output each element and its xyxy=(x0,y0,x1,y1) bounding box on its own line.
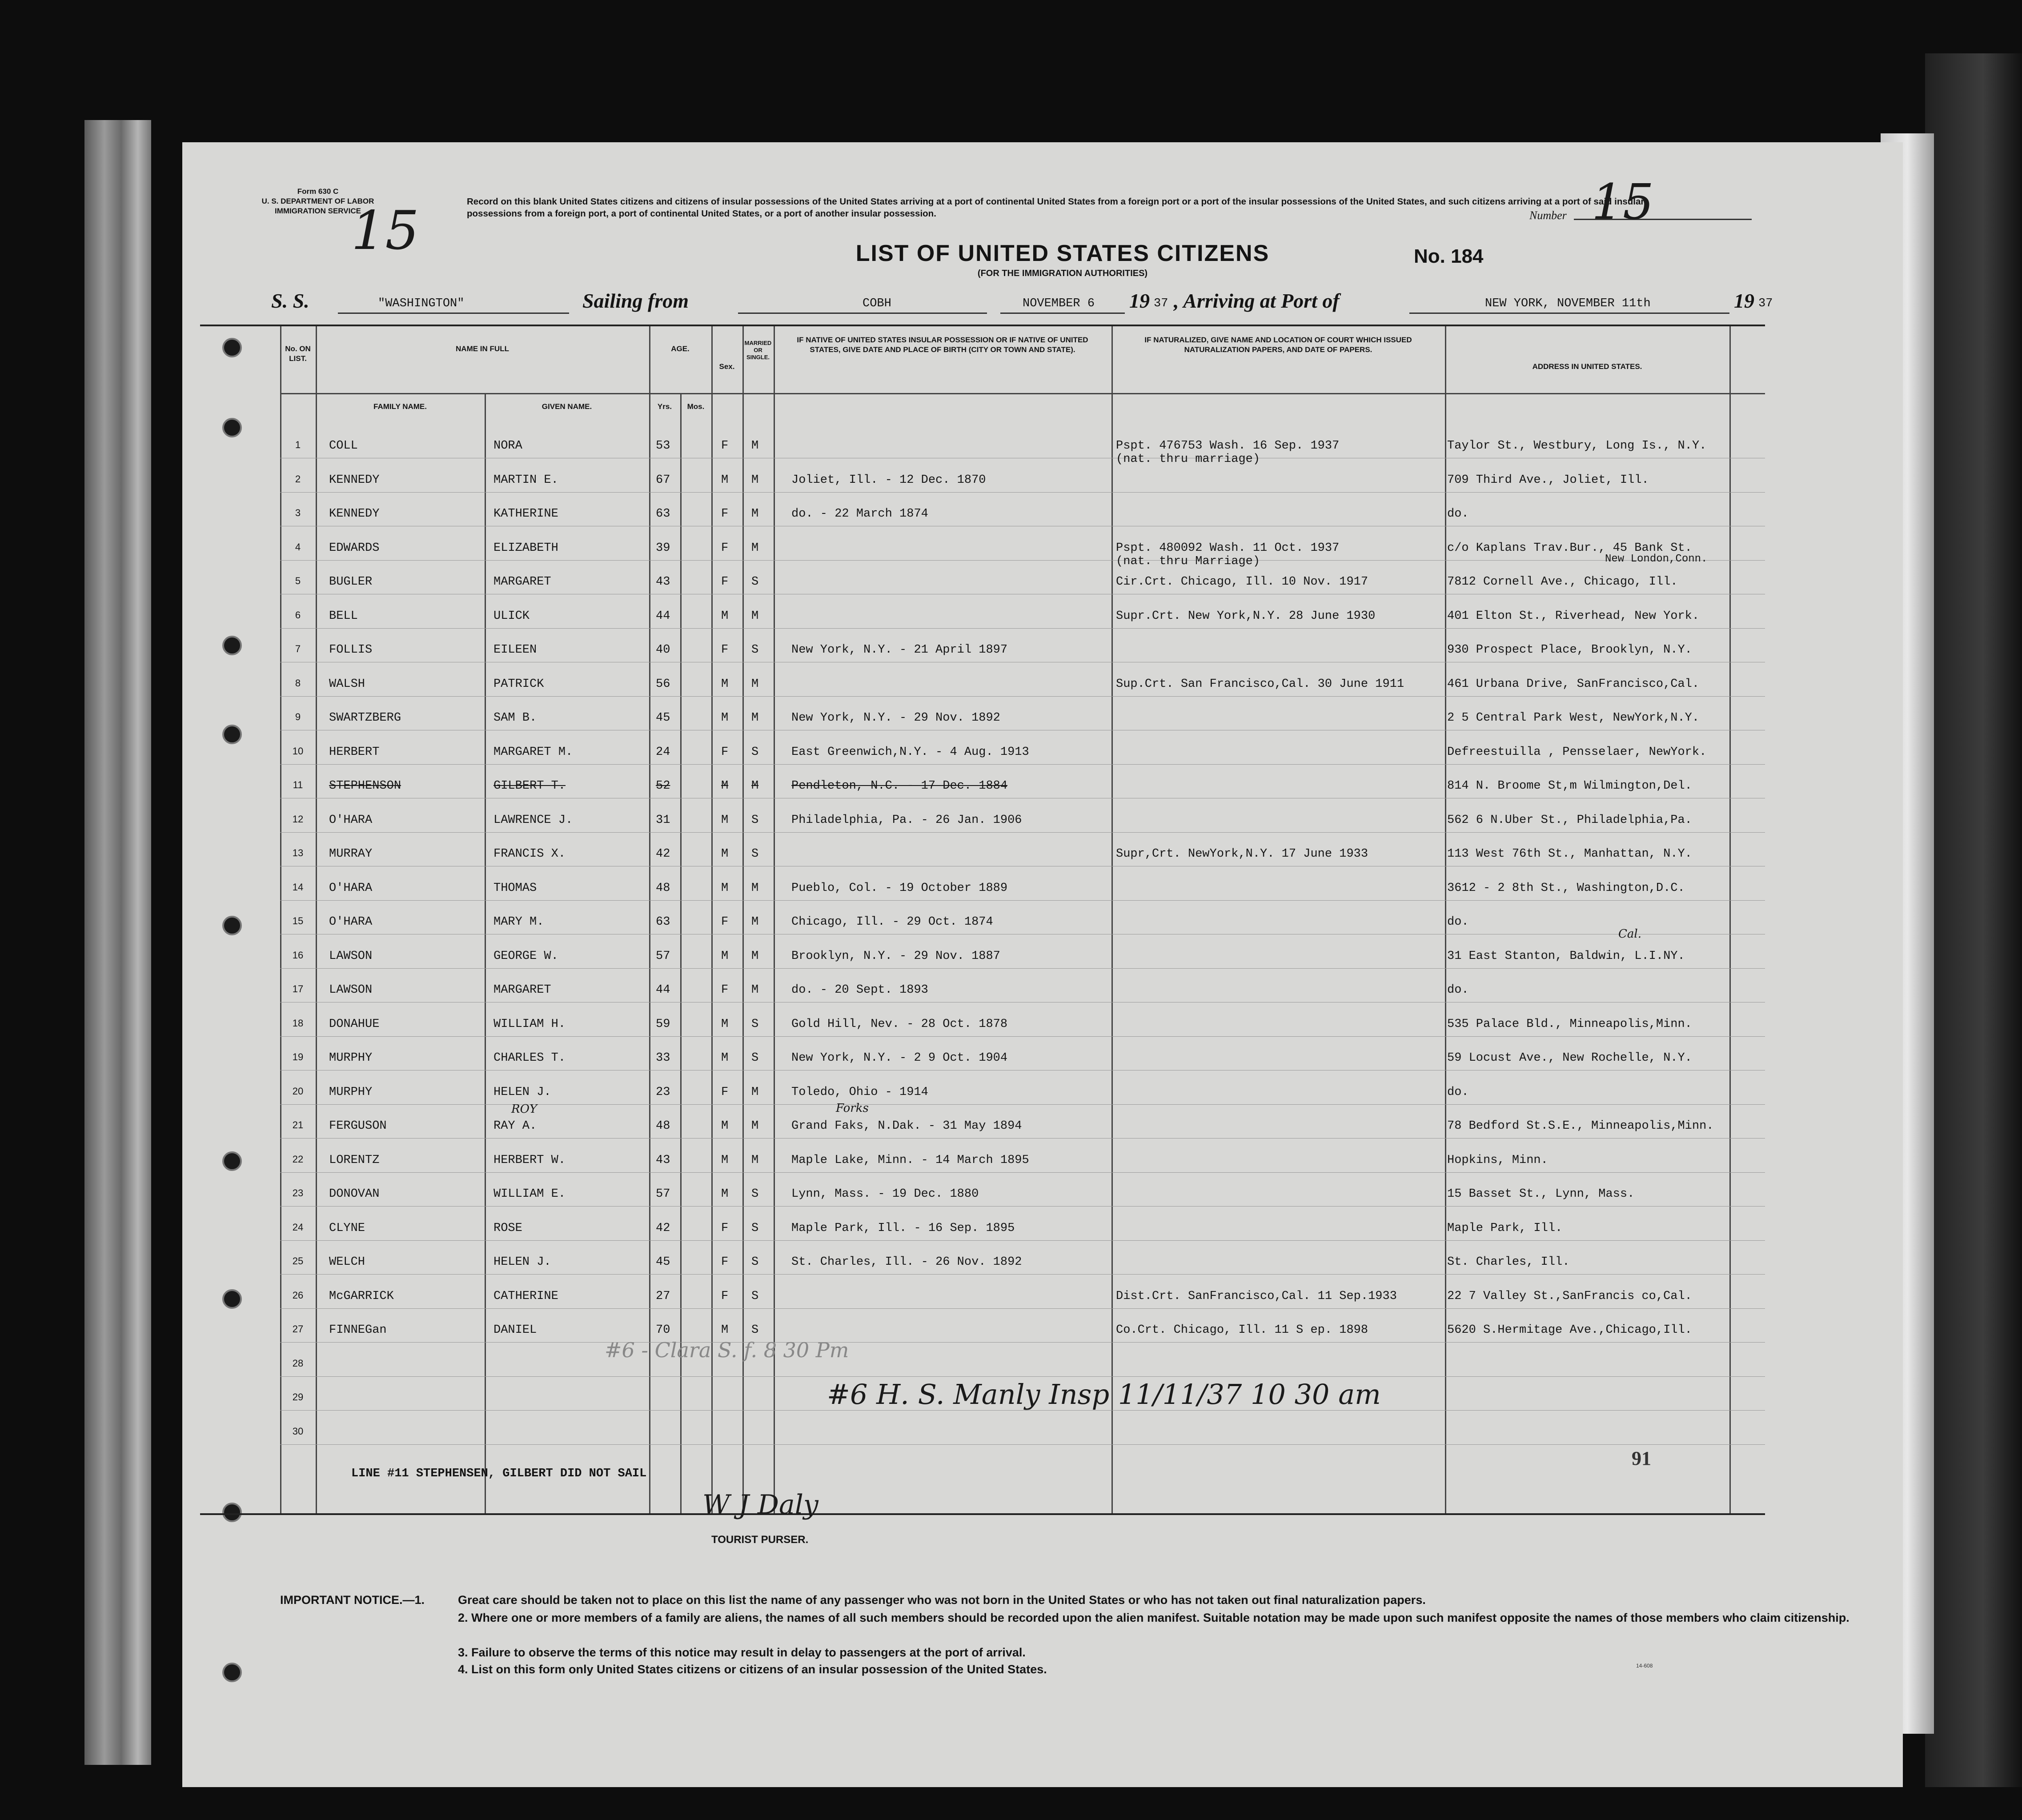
cell-sex: M xyxy=(721,813,729,827)
cell-sex: F xyxy=(721,1289,729,1303)
number-value: 15 xyxy=(1592,173,1654,230)
cell-birth: Gold Hill, Nev. - 28 Oct. 1878 xyxy=(791,1017,1008,1031)
header-address: ADDRESS IN UNITED STATES. xyxy=(1532,362,1642,371)
cell-nat-note: (nat. thru marriage) xyxy=(1116,453,1260,466)
cell-birth: Chicago, Ill. - 29 Oct. 1874 xyxy=(791,915,993,929)
binder-left xyxy=(84,120,151,1765)
cell-no: 2 xyxy=(295,473,301,485)
cell-family: DONAHUE xyxy=(329,1017,380,1031)
purser-signature: W J Daly xyxy=(702,1489,818,1520)
cell-sex: F xyxy=(721,915,729,929)
cell-addr: Hopkins, Minn. xyxy=(1447,1153,1548,1167)
binder-right xyxy=(1925,53,2022,1787)
cell-family: MURPHY xyxy=(329,1085,373,1099)
cell-age: 53 xyxy=(656,439,670,453)
cell-age: 42 xyxy=(656,1221,670,1235)
cell-age: 27 xyxy=(656,1289,670,1303)
header-marital: MARRIED OR SINGLE. xyxy=(744,340,772,361)
cell-given: CHARLES T. xyxy=(493,1051,566,1065)
cell-sex: M xyxy=(721,949,729,963)
cell-sex: M xyxy=(721,711,729,725)
page-title: LIST OF UNITED STATES CITIZENS xyxy=(855,241,1270,266)
cell-given: HELEN J. xyxy=(493,1255,551,1269)
cell-addr: c/o Kaplans Trav.Bur., 45 Bank St. xyxy=(1447,541,1692,555)
cell-ms: M xyxy=(751,507,759,521)
header-birth: IF NATIVE OF UNITED STATES INSULAR POSSESSION OR IF NATIVE OF UNITED STATES, GIVE DATE AND PLACE OF BIRTH (CITY OR TOWN AND STATE). xyxy=(797,336,1088,354)
cell-sex: M xyxy=(721,677,729,691)
cell-family: BELL xyxy=(329,609,358,623)
cell-ms: S xyxy=(751,745,759,759)
cell-ms: S xyxy=(751,1187,759,1201)
cell-family: LAWSON xyxy=(329,983,373,997)
important-notice-lead: IMPORTANT NOTICE.—1. xyxy=(280,1593,425,1607)
cell-ms: M xyxy=(751,915,759,929)
cell-family: KENNEDY xyxy=(329,473,380,487)
cell-age: 43 xyxy=(656,1153,670,1167)
cell-addr: 7812 Cornell Ave., Chicago, Ill. xyxy=(1447,575,1678,589)
row-divider xyxy=(280,832,1765,833)
serial-number: No. 184 xyxy=(1414,245,1484,267)
row-divider xyxy=(280,968,1765,969)
cell-no: 24 xyxy=(292,1221,304,1233)
cell-sex: M xyxy=(721,1153,729,1167)
cell-ms: M xyxy=(751,881,759,895)
manifest-sheet xyxy=(182,142,1903,1787)
cell-addr: do. xyxy=(1447,983,1469,997)
notice-item-3: 3. Failure to observe the terms of this notice may result in delay to passengers at the port of arrival. xyxy=(458,1646,1026,1659)
cell-sex: F xyxy=(721,983,729,997)
row-divider xyxy=(280,1240,1765,1241)
cell-sex: M xyxy=(721,881,729,895)
arriving-port-date: NEW YORK, NOVEMBER 11th xyxy=(1485,297,1651,310)
port-from-underline xyxy=(738,312,987,314)
row-divider xyxy=(280,764,1765,765)
form-instruction: Record on this blank United States citizens and citizens of insular possessions of the United States arriving at a port of continental United States from a foreign port or a port of the insular possessions of the United States, and such citizens arriving at a port of said insular possessions from a foreign port, a port of continental United States, or a port of another insular possession. xyxy=(467,196,1645,219)
cell-ms: M xyxy=(751,609,759,623)
cell-ms: M xyxy=(751,949,759,963)
cell-sex: F xyxy=(721,439,729,453)
cell-family: FINNEGan xyxy=(329,1323,387,1337)
cell-ms: M xyxy=(751,1085,759,1099)
cell-nat: Pspt. 476753 Wash. 16 Sep. 1937 xyxy=(1116,439,1340,453)
ship-name: "WASHINGTON" xyxy=(378,297,465,310)
voyage-line xyxy=(271,289,1827,316)
ship-underline xyxy=(338,312,569,314)
cell-given: ROSE xyxy=(493,1221,522,1235)
cell-sex: M xyxy=(721,1323,729,1337)
port-from: COBH xyxy=(863,297,891,310)
cell-addr: 709 Third Ave., Joliet, Ill. xyxy=(1447,473,1649,487)
cell-no: 19 xyxy=(292,1051,304,1062)
notice-item-4: 4. List on this form only United States citizens or citizens of an insular possession of the United States. xyxy=(458,1663,1047,1676)
cell-nat: Supr.Crt. New York,N.Y. 28 June 1930 xyxy=(1116,609,1376,623)
cell-no: 23 xyxy=(292,1187,304,1199)
cell-addr: Defreestuilla , Pensselaer, NewYork. xyxy=(1447,745,1707,759)
cell-age: 31 xyxy=(656,813,670,827)
sailing-from-label: Sailing from xyxy=(582,289,689,312)
cell-birth: Brooklyn, N.Y. - 29 Nov. 1887 xyxy=(791,949,1000,963)
cell-age: 56 xyxy=(656,677,670,691)
cell-ms: M xyxy=(751,779,759,793)
cell-nat-note: (nat. thru Marriage) xyxy=(1116,554,1260,568)
cell-sex: F xyxy=(721,1085,729,1099)
cell-family: O'HARA xyxy=(329,915,373,929)
cell-ms: M xyxy=(751,541,759,555)
row-divider xyxy=(280,1172,1765,1173)
cell-addr: 535 Palace Bld., Minneapolis,Minn. xyxy=(1447,1017,1692,1031)
cell-ms: S xyxy=(751,1289,759,1303)
cell-no: 28 xyxy=(292,1357,304,1369)
cell-birth: St. Charles, Ill. - 26 Nov. 1892 xyxy=(791,1255,1022,1269)
cell-ms: S xyxy=(751,1255,759,1269)
cell-age: 23 xyxy=(656,1085,670,1099)
cell-age: 67 xyxy=(656,473,670,487)
handwritten-annotation: Cal. xyxy=(1618,927,1641,941)
cell-family: O'HARA xyxy=(329,881,373,895)
row-divider xyxy=(280,696,1765,697)
row-divider xyxy=(280,1274,1765,1275)
cell-age: 40 xyxy=(656,643,670,657)
year-prefix-2: 19 xyxy=(1734,289,1754,312)
page-subtitle: (FOR THE IMMIGRATION AUTHORITIES) xyxy=(977,269,1148,278)
cell-ms: S xyxy=(751,1323,759,1337)
cell-given: RAY A. xyxy=(493,1119,537,1133)
cell-ms: S xyxy=(751,643,759,657)
cell-addr: do. xyxy=(1447,507,1469,521)
cell-no: 4 xyxy=(295,541,301,553)
cell-sex: M xyxy=(721,1187,729,1201)
cell-family: O'HARA xyxy=(329,813,373,827)
cell-age: 45 xyxy=(656,1255,670,1269)
did-not-sail-note: LINE #11 STEPHENSEN, GILBERT DID NOT SAIL xyxy=(351,1467,647,1480)
cell-ms: M xyxy=(751,983,759,997)
cell-addr: 2 5 Central Park West, NewYork,N.Y. xyxy=(1447,711,1700,725)
cell-given: WILLIAM E. xyxy=(493,1187,566,1201)
handwritten-faint-note: #6 - Clara S. f. 8 30 Pm xyxy=(605,1338,849,1362)
cell-given: CATHERINE xyxy=(493,1289,558,1303)
cell-no: 25 xyxy=(292,1255,304,1267)
cell-no: 30 xyxy=(292,1425,304,1437)
cell-addr: 78 Bedford St.S.E., Minneapolis,Minn. xyxy=(1447,1119,1714,1133)
cell-addr: Taylor St., Westbury, Long Is., N.Y. xyxy=(1447,439,1707,453)
cell-given: SAM B. xyxy=(493,711,537,725)
cell-no: 15 xyxy=(292,915,304,926)
cell-age: 52 xyxy=(656,779,670,793)
row-divider xyxy=(280,1138,1765,1139)
cell-family: FOLLIS xyxy=(329,643,373,657)
date-from: NOVEMBER 6 xyxy=(1023,297,1095,310)
cell-given: MARGARET M. xyxy=(493,745,573,759)
cell-ms: M xyxy=(751,677,759,691)
cell-age: 63 xyxy=(656,507,670,521)
cell-given: GILBERT T. xyxy=(493,779,566,793)
cell-given: THOMAS xyxy=(493,881,537,895)
passenger-table xyxy=(200,325,1765,1515)
row-divider xyxy=(280,1342,1765,1343)
cell-family: CLYNE xyxy=(329,1221,365,1235)
cell-family: HERBERT xyxy=(329,745,380,759)
cell-ms: M xyxy=(751,439,759,453)
cell-given: MARGARET xyxy=(493,983,551,997)
cell-no: 26 xyxy=(292,1289,304,1301)
cell-no: 16 xyxy=(292,949,304,961)
handwritten-list-number: 15 xyxy=(351,200,419,262)
header-yrs: Yrs. xyxy=(657,402,672,411)
cell-addr: 31 East Stanton, Baldwin, L.I.NY. xyxy=(1447,949,1685,963)
cell-given: EILEEN xyxy=(493,643,537,657)
cell-family: WELCH xyxy=(329,1255,365,1269)
header-no: No. ON LIST. xyxy=(285,345,311,363)
cell-given: MARGARET xyxy=(493,575,551,589)
cell-family: KENNEDY xyxy=(329,507,380,521)
cell-birth: Lynn, Mass. - 19 Dec. 1880 xyxy=(791,1187,979,1201)
notice-item-2: 2. Where one or more members of a family are aliens, the names of all such members should be recorded upon the alien manifest. Suitable notation may be made upon such manifest opposite the names of those members who claim citizenship. xyxy=(458,1611,1849,1624)
cell-no: 18 xyxy=(292,1017,304,1029)
cell-ms: M xyxy=(751,1153,759,1167)
punch-hole-icon xyxy=(222,1663,242,1682)
handwritten-annotation: ROY xyxy=(511,1102,538,1116)
cell-ms: S xyxy=(751,575,759,589)
row-divider xyxy=(280,1036,1765,1037)
year-prefix: 19 xyxy=(1129,289,1150,312)
cell-addr: Maple Park, Ill. xyxy=(1447,1221,1563,1235)
cell-age: 33 xyxy=(656,1051,670,1065)
cell-addr: 461 Urbana Drive, SanFrancisco,Cal. xyxy=(1447,677,1700,691)
cell-addr: 401 Elton St., Riverhead, New York. xyxy=(1447,609,1700,623)
cell-no: 22 xyxy=(292,1153,304,1165)
cell-addr: 3612 - 2 8th St., Washington,D.C. xyxy=(1447,881,1685,895)
header-family-name: FAMILY NAME. xyxy=(373,402,427,411)
row-divider xyxy=(280,900,1765,901)
cell-age: 44 xyxy=(656,609,670,623)
cell-birth: New York, N.Y. - 29 Nov. 1892 xyxy=(791,711,1000,725)
cell-addr: 22 7 Valley St.,SanFrancis co,Cal. xyxy=(1447,1289,1692,1303)
cell-no: 6 xyxy=(295,609,301,621)
cell-no: 8 xyxy=(295,677,301,689)
cell-no: 21 xyxy=(292,1119,304,1130)
cell-nat: Sup.Crt. San Francisco,Cal. 30 June 1911 xyxy=(1116,677,1404,691)
cell-age: 48 xyxy=(656,881,670,895)
handwritten-inspector-note: #6 H. S. Manly Insp 11/11/37 10 30 am xyxy=(827,1378,1381,1411)
cell-birth: Philadelphia, Pa. - 26 Jan. 1906 xyxy=(791,813,1022,827)
row-divider xyxy=(280,1104,1765,1105)
cell-given: ELIZABETH xyxy=(493,541,558,555)
cell-addr: 15 Basset St., Lynn, Mass. xyxy=(1447,1187,1635,1201)
cell-no: 20 xyxy=(292,1085,304,1097)
cell-given: FRANCIS X. xyxy=(493,847,566,861)
cell-given: WILLIAM H. xyxy=(493,1017,566,1031)
cell-birth: Grand Faks, N.Dak. - 31 May 1894 xyxy=(791,1119,1022,1133)
cell-given: ULICK xyxy=(493,609,530,623)
cell-given: GEORGE W. xyxy=(493,949,558,963)
header-sex: Sex. xyxy=(719,362,735,371)
cell-given: HERBERT W. xyxy=(493,1153,566,1167)
cell-ms: S xyxy=(751,1017,759,1031)
cell-addr-line2: New London,Conn. xyxy=(1605,553,1708,565)
cell-given: MARTIN E. xyxy=(493,473,558,487)
row-divider xyxy=(280,1444,1765,1445)
cell-given: DANIEL xyxy=(493,1323,537,1337)
cell-family: MURRAY xyxy=(329,847,373,861)
cell-addr: 59 Locust Ave., New Rochelle, N.Y. xyxy=(1447,1051,1692,1065)
cell-birth: Maple Park, Ill. - 16 Sep. 1895 xyxy=(791,1221,1015,1235)
cell-sex: F xyxy=(721,1255,729,1269)
cell-given: MARY M. xyxy=(493,915,544,929)
arriving-underline xyxy=(1409,312,1729,314)
header-naturalized: IF NATURALIZED, GIVE NAME AND LOCATION OF COURT WHICH ISSUED NATURALIZATION PAPERS, AND DATE OF PAPERS. xyxy=(1144,336,1412,354)
cell-sex: F xyxy=(721,745,729,759)
cell-no: 5 xyxy=(295,575,301,586)
header-age: AGE. xyxy=(671,345,690,353)
cell-family: DONOVAN xyxy=(329,1187,380,1201)
cell-ms: M xyxy=(751,473,759,487)
cell-birth: Pueblo, Col. - 19 October 1889 xyxy=(791,881,1008,895)
cell-addr: 814 N. Broome St,m Wilmington,Del. xyxy=(1447,779,1692,793)
cell-given: HELEN J. xyxy=(493,1085,551,1099)
cell-age: 39 xyxy=(656,541,670,555)
page-number: 91 xyxy=(1632,1447,1651,1469)
cell-sex: M xyxy=(721,1119,729,1133)
cell-given: KATHERINE xyxy=(493,507,558,521)
cell-sex: F xyxy=(721,643,729,657)
cell-family: COLL xyxy=(329,439,358,453)
cell-no: 12 xyxy=(292,813,304,825)
cell-ms: S xyxy=(751,847,759,861)
cell-sex: M xyxy=(721,847,729,861)
cell-family: EDWARDS xyxy=(329,541,380,555)
cell-family: LORENTZ xyxy=(329,1153,380,1167)
cell-age: 24 xyxy=(656,745,670,759)
handwritten-annotation: Forks xyxy=(836,1102,869,1115)
cell-age: 59 xyxy=(656,1017,670,1031)
cell-age: 63 xyxy=(656,915,670,929)
cell-addr: 5620 S.Hermitage Ave.,Chicago,Ill. xyxy=(1447,1323,1692,1337)
cell-family: WALSH xyxy=(329,677,365,691)
cell-ms: S xyxy=(751,1221,759,1235)
cell-family: MURPHY xyxy=(329,1051,373,1065)
cell-ms: M xyxy=(751,1119,759,1133)
cell-nat: Supr,Crt. NewYork,N.Y. 17 June 1933 xyxy=(1116,847,1368,861)
cell-birth: Pendleton, N.C. - 17 Dec. 1884 xyxy=(791,779,1008,793)
cell-sex: F xyxy=(721,507,729,521)
cell-birth: East Greenwich,N.Y. - 4 Aug. 1913 xyxy=(791,745,1029,759)
cell-age: 57 xyxy=(656,949,670,963)
row-divider xyxy=(280,1308,1765,1309)
purser-title: TOURIST PURSER. xyxy=(711,1534,809,1546)
cell-sex: F xyxy=(721,1221,729,1235)
cell-age: 44 xyxy=(656,983,670,997)
header-given-name: GIVEN NAME. xyxy=(542,402,592,411)
cell-given: NORA xyxy=(493,439,522,453)
cell-age: 48 xyxy=(656,1119,670,1133)
cell-age: 43 xyxy=(656,575,670,589)
row-divider xyxy=(280,492,1765,493)
date-underline xyxy=(1000,312,1125,314)
cell-sex: F xyxy=(721,575,729,589)
cell-addr: St. Charles, Ill. xyxy=(1447,1255,1570,1269)
cell-birth: Joliet, Ill. - 12 Dec. 1870 xyxy=(791,473,986,487)
cell-age: 42 xyxy=(656,847,670,861)
year-from: 37 xyxy=(1154,297,1168,310)
cell-no: 11 xyxy=(293,779,303,790)
cell-addr: 113 West 76th St., Manhattan, N.Y. xyxy=(1447,847,1692,861)
cell-birth: Toledo, Ohio - 1914 xyxy=(791,1085,928,1099)
cell-no: 7 xyxy=(295,643,301,654)
cell-age: 45 xyxy=(656,711,670,725)
cell-sex: M xyxy=(721,609,729,623)
cell-nat: Cir.Crt. Chicago, Ill. 10 Nov. 1917 xyxy=(1116,575,1368,589)
cell-sex: F xyxy=(721,541,729,555)
cell-sex: M xyxy=(721,1051,729,1065)
cell-family: McGARRICK xyxy=(329,1289,394,1303)
cell-family: LAWSON xyxy=(329,949,373,963)
cell-no: 9 xyxy=(295,711,301,722)
header-mos: Mos. xyxy=(687,402,705,411)
cell-birth: do. - 22 March 1874 xyxy=(791,507,928,521)
cell-no: 13 xyxy=(292,847,304,858)
cell-family: FERGUSON xyxy=(329,1119,387,1133)
cell-family: SWARTZBERG xyxy=(329,711,401,725)
row-divider xyxy=(280,1376,1765,1377)
cell-no: 3 xyxy=(295,507,301,518)
arriving-label: , Arriving at Port of xyxy=(1174,289,1340,312)
number-label: Number xyxy=(1529,209,1567,222)
cell-family: BUGLER xyxy=(329,575,373,589)
cell-age: 70 xyxy=(656,1323,670,1337)
cell-no: 10 xyxy=(292,745,304,757)
cell-sex: M xyxy=(721,779,729,793)
cell-family: STEPHENSON xyxy=(329,779,401,793)
cell-addr: do. xyxy=(1447,915,1469,929)
cell-no: 1 xyxy=(295,439,301,450)
cell-birth: New York, N.Y. - 21 April 1897 xyxy=(791,643,1008,657)
form-identifier: Form 630 C U. S. DEPARTMENT OF LABOR IMMIGRATION SERVICE xyxy=(261,187,374,215)
form-code: 14-608 xyxy=(1636,1663,1653,1669)
cell-sex: M xyxy=(721,1017,729,1031)
cell-birth: New York, N.Y. - 2 9 Oct. 1904 xyxy=(791,1051,1008,1065)
cell-birth: do. - 20 Sept. 1893 xyxy=(791,983,928,997)
cell-nat: Dist.Crt. SanFrancisco,Cal. 11 Sep.1933 xyxy=(1116,1289,1397,1303)
cell-ms: M xyxy=(751,711,759,725)
cell-age: 57 xyxy=(656,1187,670,1201)
cell-given: PATRICK xyxy=(493,677,544,691)
cell-nat: Co.Crt. Chicago, Ill. 11 S ep. 1898 xyxy=(1116,1323,1368,1337)
year-to: 37 xyxy=(1758,297,1773,310)
cell-no: 27 xyxy=(292,1323,304,1335)
cell-no: 17 xyxy=(292,983,304,994)
row-divider xyxy=(280,560,1765,561)
header-name-in-full: NAME IN FULL xyxy=(456,345,509,353)
cell-ms: S xyxy=(751,1051,759,1065)
cell-no: 14 xyxy=(292,881,304,893)
cell-addr: 562 6 N.Uber St., Philadelphia,Pa. xyxy=(1447,813,1692,827)
ss-label: S. S. xyxy=(271,289,309,312)
cell-given: LAWRENCE J. xyxy=(493,813,573,827)
cell-ms: S xyxy=(751,813,759,827)
cell-birth: Maple Lake, Minn. - 14 March 1895 xyxy=(791,1153,1029,1167)
row-divider xyxy=(280,1206,1765,1207)
notice-item-1: Great care should be taken not to place on this list the name of any passenger who was not born in the United States or who has not taken out final naturalization papers. xyxy=(458,1593,1426,1607)
cell-addr: 930 Prospect Place, Brooklyn, N.Y. xyxy=(1447,643,1692,657)
cell-no: 29 xyxy=(292,1391,304,1403)
cell-sex: M xyxy=(721,473,729,487)
cell-nat: Pspt. 480092 Wash. 11 Oct. 1937 xyxy=(1116,541,1340,555)
cell-addr: do. xyxy=(1447,1085,1469,1099)
row-divider xyxy=(280,628,1765,629)
